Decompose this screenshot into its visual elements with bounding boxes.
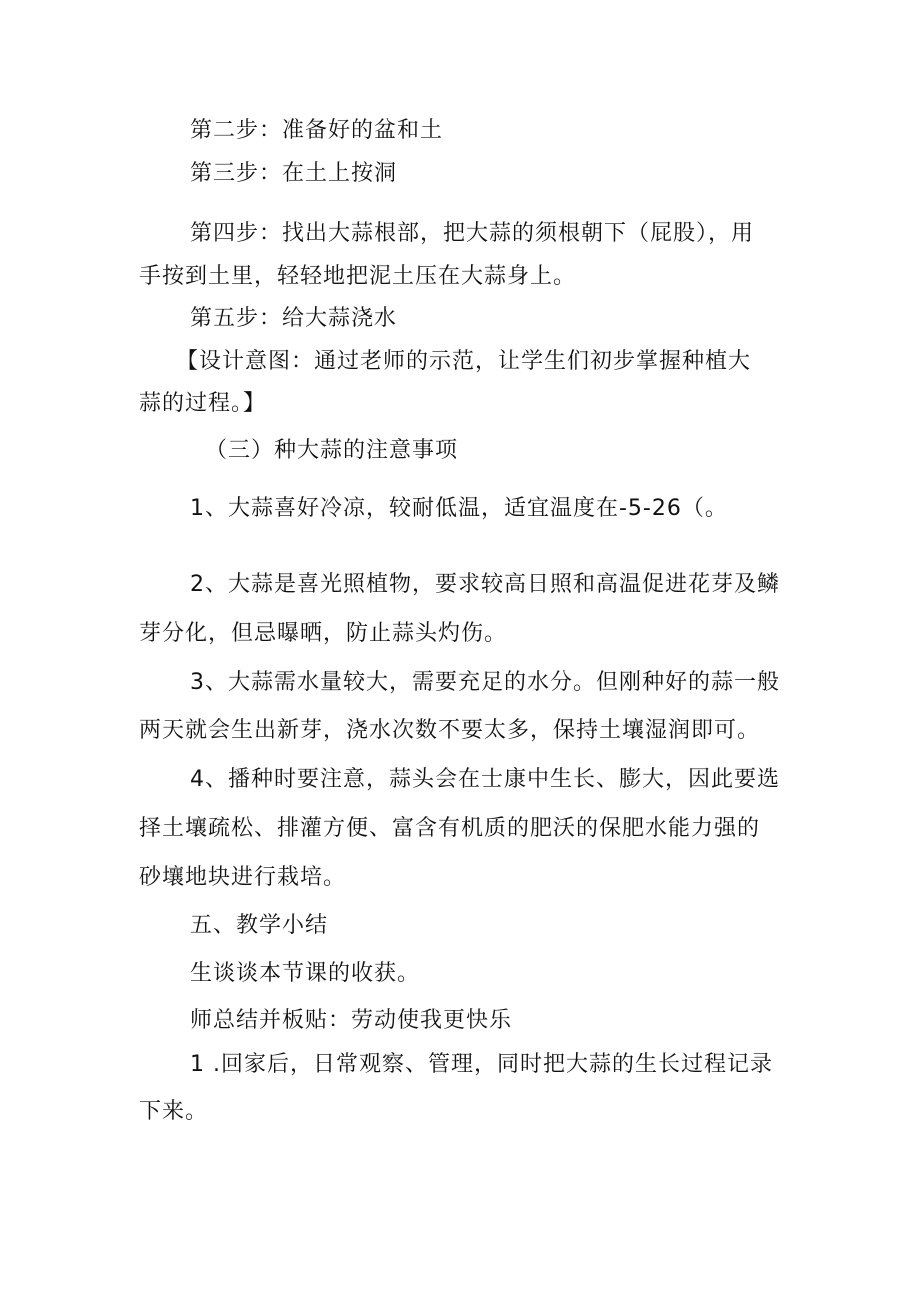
note-four-continuation-2: 砂壤地块进行栽培。 (139, 865, 347, 890)
student-summary-line: 生谈谈本节课的收获。 (190, 961, 421, 986)
design-intent-line: 【设计意图：通过老师的示范，让学生们初步掌握种植大 (176, 349, 752, 374)
step-two-line: 第二步：准备好的盆和土 (190, 118, 444, 143)
teacher-summary-line: 师总结并板贴：劳动使我更快乐 (190, 1008, 513, 1033)
homework-continuation: 下来。 (139, 1099, 209, 1124)
step-four-line: 第四步：找出大蒜根部，把大蒜的须根朝下（屁股），用 (190, 221, 755, 246)
section-three-heading: （三）种大蒜的注意事项 (205, 438, 459, 463)
note-three-continuation: 两天就会生出新芽，浇水次数不要太多，保持土壤湿润即可。 (139, 718, 761, 743)
section-five-heading: 五、教学小结 (190, 913, 329, 938)
design-intent-continuation: 蒜的过程。】 (139, 391, 267, 416)
note-two-line: 2、大蒜是喜光照植物，要求较高日照和高温促进花芽及鳞 (190, 572, 780, 597)
note-three-line: 3、大蒜需水量较大，需要充足的水分。但刚种好的蒜一般 (190, 670, 780, 695)
step-three-line: 第三步：在土上按洞 (190, 161, 398, 186)
step-four-continuation: 手按到土里，轻轻地把泥土压在大蒜身上。 (139, 264, 577, 289)
note-two-continuation: 芽分化，但忌曝晒，防止蒜头灼伤。 (139, 621, 508, 646)
step-five-line: 第五步：给大蒜浇水 (190, 306, 398, 331)
note-one-line: 1、大蒜喜好冷凉，较耐低温，适宜温度在-5-26（。 (190, 496, 728, 521)
homework-line: 1 .回家后，日常观察、管理，同时把大蒜的生长过程记录 (190, 1052, 773, 1077)
note-four-continuation-1: 择土壤疏松、排灌方便、富含有机质的肥沃的保肥水能力强的 (139, 816, 761, 841)
note-four-line: 4、播种时要注意，蒜头会在士康中生长、膨大，因此要选 (190, 767, 780, 792)
